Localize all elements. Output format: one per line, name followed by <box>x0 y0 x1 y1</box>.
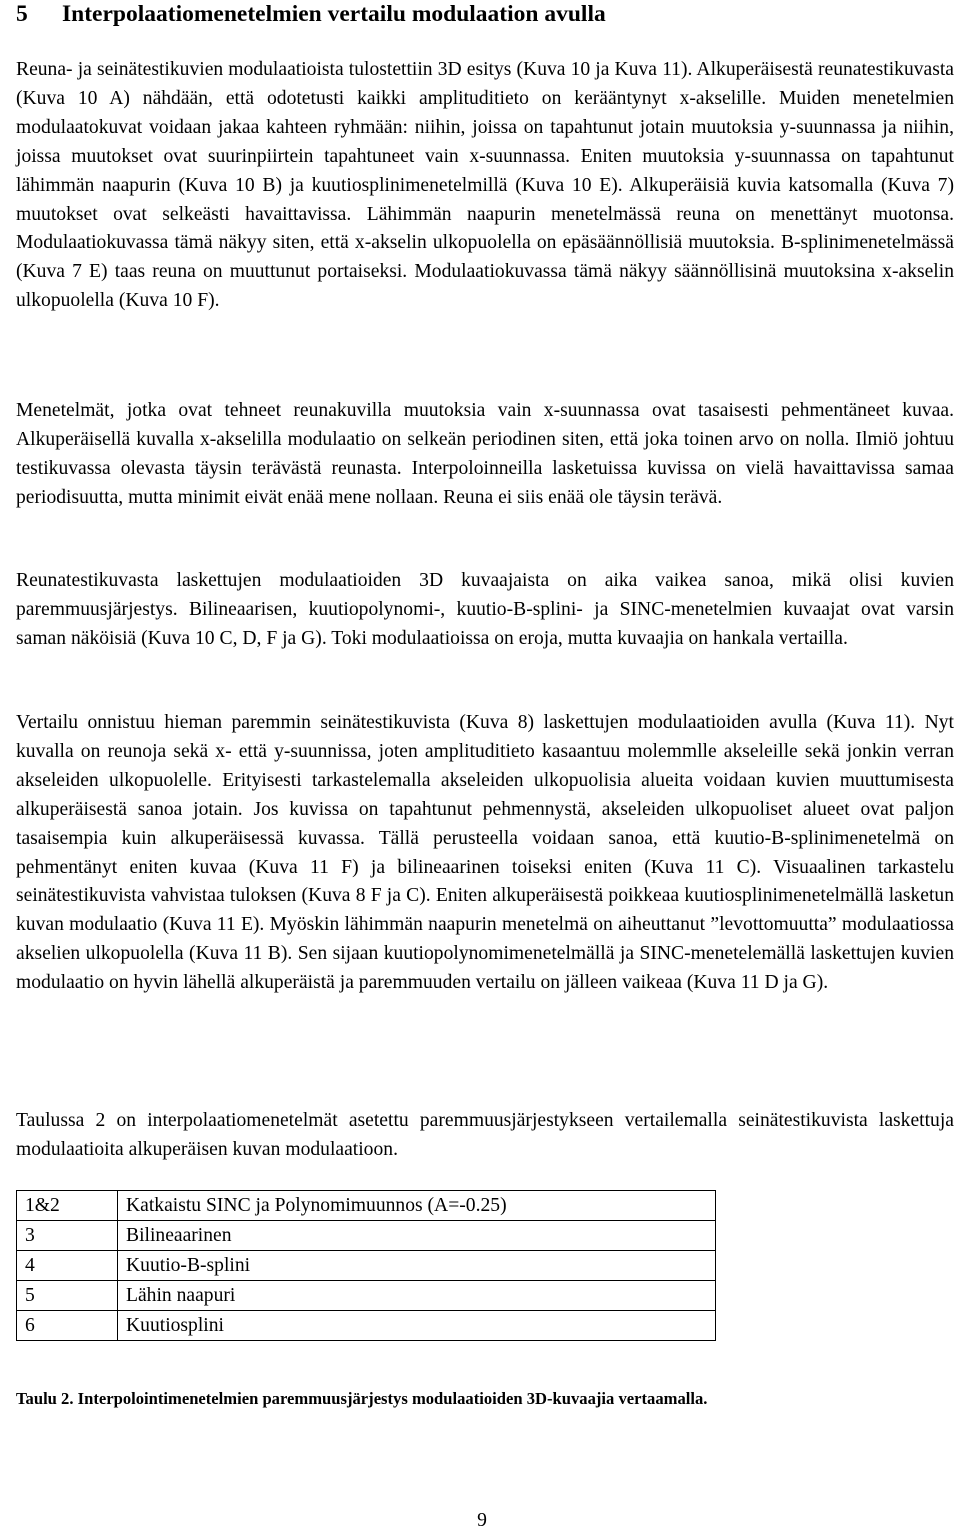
table-row <box>17 1191 716 1221</box>
table-caption: Taulu 2. Interpolointimenetelmien paremmuusjärjestys modulaatioiden 3D-kuvaajia vertaamalla. <box>16 1389 708 1408</box>
paragraph-wall-test-comparison: Vertailu onnistuu hieman paremmin seinätestikuvista (Kuva 8) laskettujen modulaatioiden avulla (Kuva 11). Nyt kuvalla on reunoja sekä x- että y-suunnissa, joten amplituditieto kasaantuu molemmlle akseleille sekä jonkin verran akseleiden ulkopuolelle. Erityisesti tarkastelemalla akseleiden ulkopuolisia alueita voidaan kuvien muuttumisesta alkuperäisestä sanoa jotain. Jos kuvissa on tapahtunut pehmennystä, akseleiden ulkopuoliset alueet ovat paljon tasaisempia kuin alkuperäisessä kuvassa. Tällä perusteella voidaan sanoa, että kuutio-B-splinimenetelmä on pehmentänyt eniten kuvaa (Kuva 11 F) ja bilineaarinen toiseksi eniten (Kuva 11 C). Visuaalinen tarkastelu seinätestikuvista vahvistaa tuloksen (Kuva 8 F ja C). Eniten alkuperäisestä poikkeaa kuutiosplinimenetelmällä lasketun kuvan modulaatio (Kuva 11 E). Myöskin lähimmän naapurin menetelmä on aiheuttanut ”levottomuutta” modulaatiossa akselien ulkopuolella (Kuva 11 B). Sen sijaan kuutiopolynomimenetelmällä ja SINC-menetelemällä laskettujen kuvien modulaatio on hyvin lähellä alkuperäistä ja paremmuuden vertailu on jälleen vaikeaa (Kuva 11 D ja G). <box>16 712 954 994</box>
rank-cell: 3 <box>17 1221 118 1251</box>
section-heading <box>16 0 606 28</box>
page-number: 9 <box>477 1510 487 1531</box>
section-title-text: Interpolaatiomenetelmien vertailu modulaation avulla <box>62 1 606 27</box>
method-cell: Kuutio-B-splini <box>118 1251 716 1281</box>
ranking-table <box>16 1190 716 1341</box>
paragraph-x-direction-methods: Menetelmät, jotka ovat tehneet reunakuvilla muutoksia vain x-suunnassa ovat tasaisesti pehmentäneet kuvaa. Alkuperäisellä kuvalla x-akselilla modulaatio on selkeän periodinen siten, että joka toinen arvo on nolla. Ilmiö johtuu testikuvassa olevasta täysin terävästä reunasta. Interpoloinneilla lasketuissa kuvissa on vielä havaittavissa samaa periodisuutta, mutta minimit eivät enää mene nollaan. Reuna ei siis enää ole täysin terävä. <box>16 400 954 508</box>
table-row <box>17 1221 716 1251</box>
paragraph-edge-test-ranking: Reunatestikuvasta laskettujen modulaatioiden 3D kuvaajaista on aika vaikea sanoa, mikä olisi kuvien paremmuusjärjestys. Bilineaarisen, kuutiopolynomi-, kuutio-B-splini- ja SINC-menetelmien kuvaajat ovat varsin saman näköisiä (Kuva 10 C, D, F ja G). Toki modulaatioissa on eroja, mutta kuvaajia on hankala vertailla. <box>16 570 954 649</box>
method-cell: Bilineaarinen <box>118 1221 716 1251</box>
table-row <box>17 1311 716 1341</box>
section-number: 5 <box>16 1 28 27</box>
table-row <box>17 1281 716 1311</box>
rank-cell: 5 <box>17 1281 118 1311</box>
rank-cell: 1&2 <box>17 1191 118 1221</box>
rank-cell: 4 <box>17 1251 118 1281</box>
method-cell: Katkaistu SINC ja Polynomimuunnos (A=-0.25) <box>118 1191 716 1221</box>
method-cell: Kuutiosplini <box>118 1311 716 1341</box>
paragraph-table-reference: Taulussa 2 on interpolaatiomenetelmät asetettu paremmuusjärjestykseen vertailemalla seinätestikuvista laskettuja modulaatioita alkuperäisen kuvan modulaatioon. <box>16 1110 954 1160</box>
table-row <box>17 1251 716 1281</box>
method-cell: Lähin naapuri <box>118 1281 716 1311</box>
paragraph-modulation-intro: Reuna- ja seinätestikuvien modulaatioista tulostettiin 3D esitys (Kuva 10 ja Kuva 11). Alkuperäisestä reunatestikuvasta (Kuva 10 A) nähdään, että odotetusti kaikki amplituditieto on kerääntynyt x-akselille. Muiden menetelmien modulaatokuvat voidaan jakaa kahteen ryhmään: niihin, joissa on tapahtunut jotain muutoksia y-suunnassa ja niihin, joissa muutokset ovat suurinpiirtein tapahtuneet vain x-suunnassa. Eniten muutoksia y-suunnassa on tapahtunut lähimmän naapurin (Kuva 10 B) ja kuutiosplinimenetelmillä (Kuva 10 E). Alkuperäisiä kuvia katsomalla (Kuva 7) muutokset ovat selkeästi havaittavissa. Lähimmän naapurin menetelmässä reuna on menettänyt muotonsa. Modulaatiokuvassa tämä näkyy siten, että x-akselin ulkopuolella on epäsäännöllisiä muutoksia. B-splinimenetelmässä (Kuva 7 E) taas reuna on muuttunut portaiseksi. Modulaatiokuvassa tämä näkyy säännöllisinä muutoksina x-akselin ulkopuolella (Kuva 10 F). <box>16 59 954 312</box>
rank-cell: 6 <box>17 1311 118 1341</box>
